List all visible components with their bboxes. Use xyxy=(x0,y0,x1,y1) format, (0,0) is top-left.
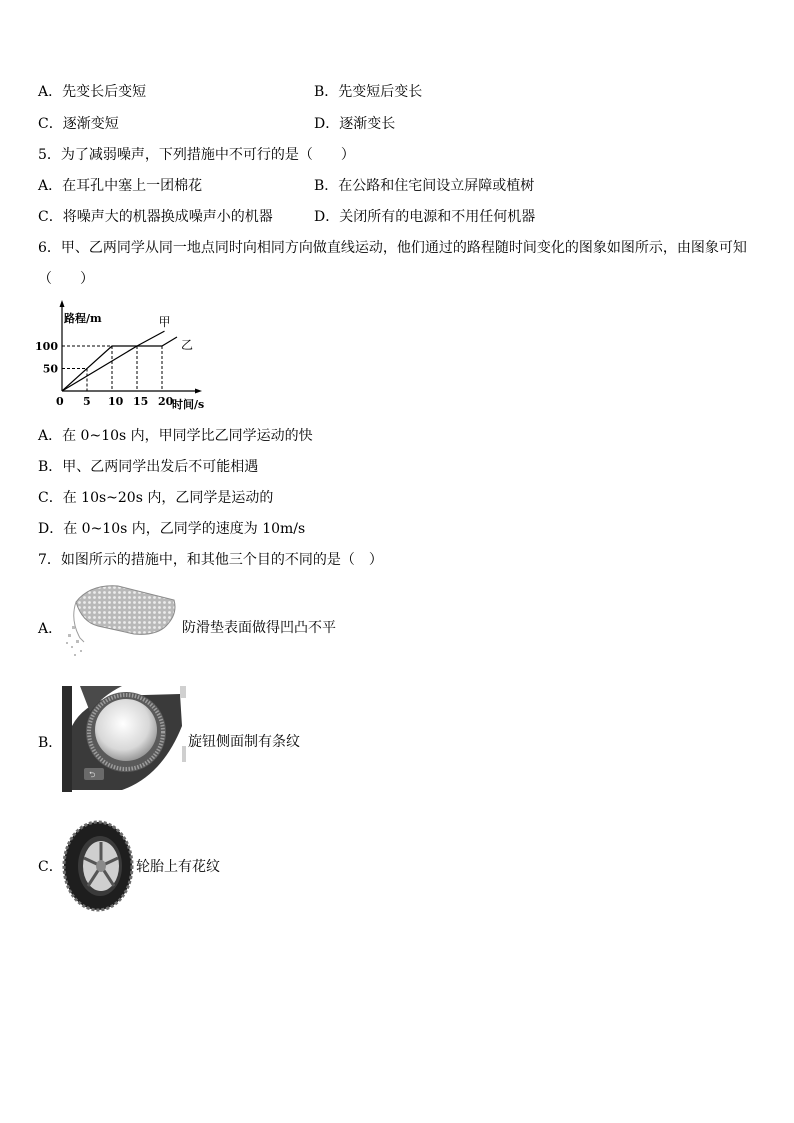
series-label-0: 甲 xyxy=(158,315,171,330)
q6-option-c: C．在 10s~20s 内，乙同学是运动的 xyxy=(38,490,274,506)
svg-text:⮌: ⮌ xyxy=(89,770,96,779)
q4-option-a: A．先变长后变短 xyxy=(38,84,147,100)
y-axis-label: 路程/m xyxy=(64,312,102,325)
q5-stem: 5．为了减弱噪声，下列措施中不可行的是（ ） xyxy=(38,147,355,163)
distance-time-graph xyxy=(35,298,215,418)
x-tick-20: 20 xyxy=(158,395,174,408)
q7-option-c-label: C． xyxy=(38,859,63,875)
x-axis-arrow xyxy=(195,389,202,394)
anti-slip-mat-image xyxy=(62,580,180,658)
q4-option-d: D．逐渐变长 xyxy=(314,116,396,132)
x-tick-10: 10 xyxy=(108,395,124,408)
q6-option-d: D．在 0~10s 内，乙同学的速度为 10m/s xyxy=(38,521,306,537)
q5-option-a: A．在耳孔中塞上一团棉花 xyxy=(38,178,203,194)
knob-image xyxy=(62,686,186,792)
q6-option-a: A．在 0~10s 内，甲同学比乙同学运动的快 xyxy=(38,428,313,444)
x-axis-label: 时间/s xyxy=(172,398,205,411)
series-line-1 xyxy=(62,337,177,391)
series-line-0 xyxy=(62,331,165,391)
q6-stem-line2: （ ） xyxy=(38,271,94,287)
tire-image xyxy=(62,820,134,912)
q7-stem: 7．如图所示的措施中，和其他三个目的不同的是（ ） xyxy=(38,552,383,568)
q7-option-a-label: A． xyxy=(38,621,63,637)
q7-option-b-label: B． xyxy=(38,735,63,751)
x-tick-15: 15 xyxy=(133,395,149,408)
q4-option-b: B．先变短后变长 xyxy=(314,84,423,100)
x-tick-0: 0 xyxy=(56,395,64,408)
series-label-1: 乙 xyxy=(181,338,194,352)
q5-option-c: C．将噪声大的机器换成噪声小的机器 xyxy=(38,209,273,225)
y-tick-50: 50 xyxy=(42,362,58,376)
q7-option-b-caption: 旋钮侧面制有条纹 xyxy=(188,734,300,750)
q6-stem-line1: 6．甲、乙两同学从同一地点同时向相同方向做直线运动，他们通过的路程随时间变化的图象如图所示，由图象可知 xyxy=(38,240,747,256)
q6-option-b: B．甲、乙两同学出发后不可能相遇 xyxy=(38,459,259,475)
q7-option-a-caption: 防滑垫表面做得凹凸不平 xyxy=(182,620,336,636)
q5-option-d: D．关闭所有的电源和不用任何机器 xyxy=(314,209,536,225)
y-axis-arrow xyxy=(60,300,65,307)
q5-option-b: B．在公路和住宅间设立屏障或植树 xyxy=(314,178,535,194)
q4-option-c: C．逐渐变短 xyxy=(38,116,119,132)
x-tick-5: 5 xyxy=(83,395,91,408)
q7-option-c-caption: 轮胎上有花纹 xyxy=(136,859,220,875)
y-tick-100: 100 xyxy=(35,340,58,353)
